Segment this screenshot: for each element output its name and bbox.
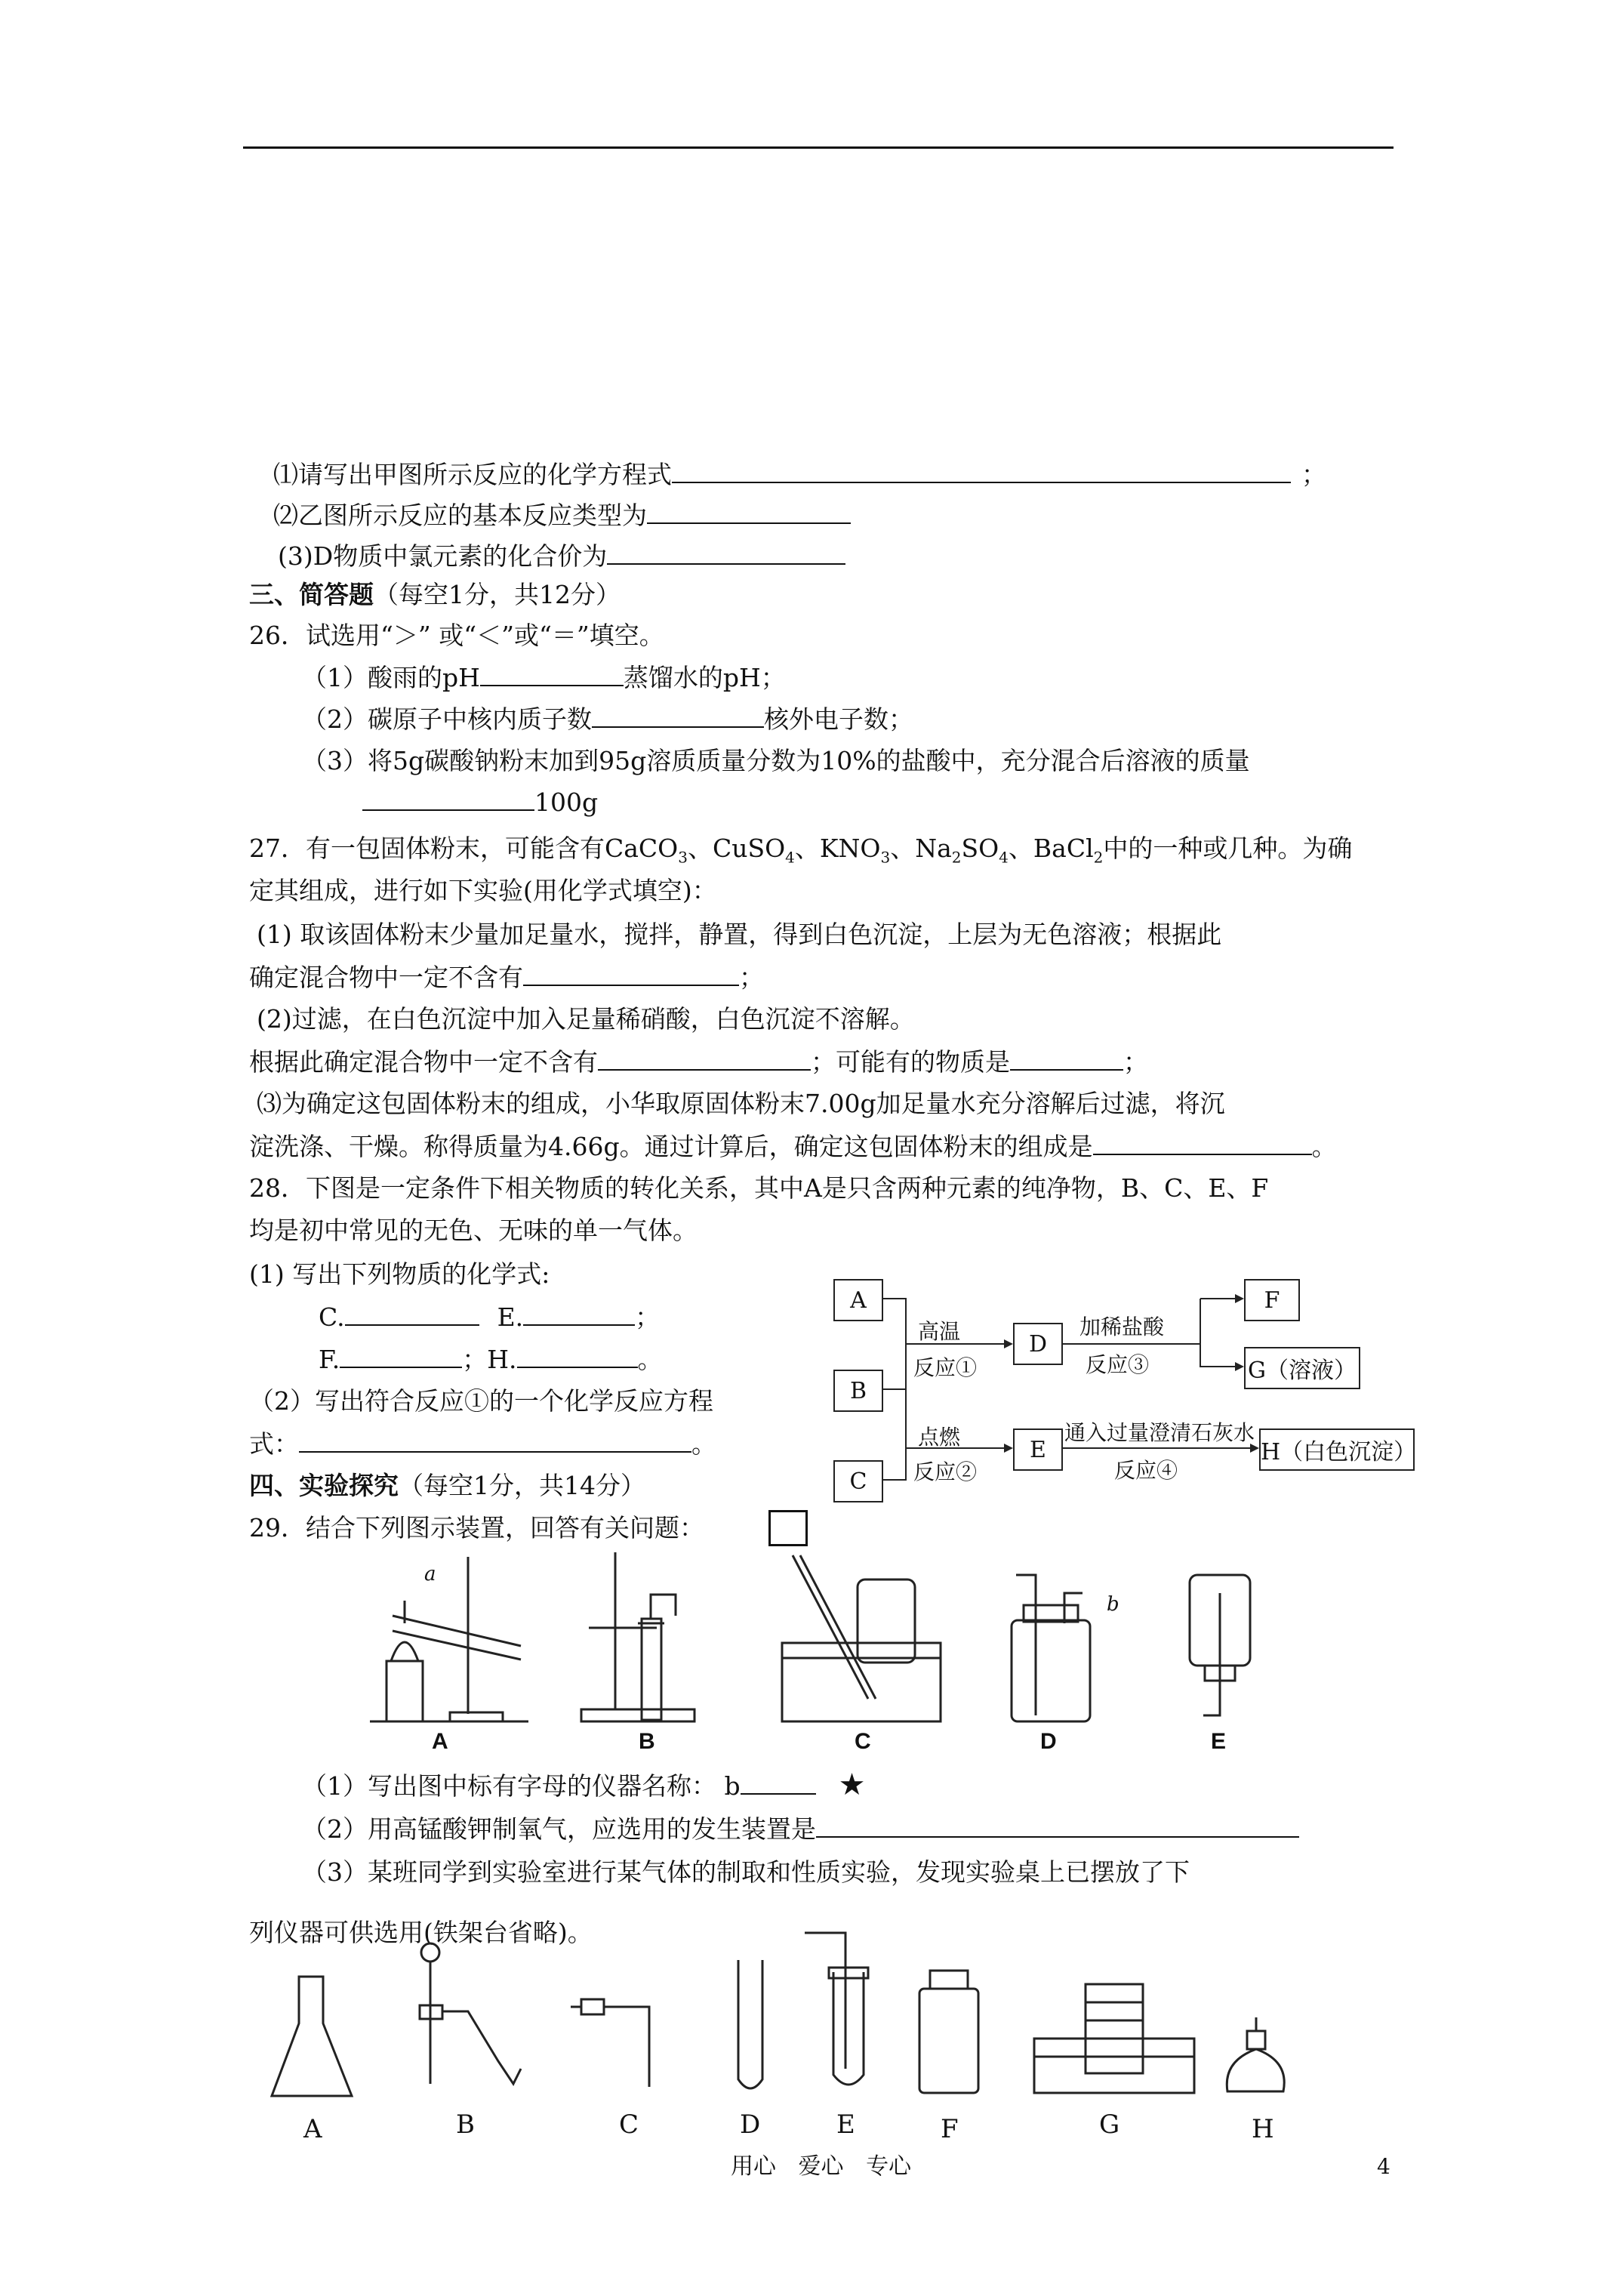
node-a: A	[833, 1279, 883, 1321]
q28-line-4: C. E. ；	[319, 1302, 661, 1332]
q28-line-1: 28．下图是一定条件下相关物质的转化关系，其中A是只含两种元素的纯净物，B、C、E、F	[249, 1173, 1269, 1203]
q27-line-1: 27．有一包固体粉末，可能含有CaCO$_3$、CuSO$_4$、$KNO_3$、$Na_2SO_4$、BaCl$_2$中的一种或几种。为确	[249, 834, 1353, 867]
app-label-a: A	[432, 1729, 448, 1754]
r1-label: 反应①	[913, 1355, 978, 1380]
r4-condition: 通入过量澄清石灰水	[1064, 1420, 1255, 1445]
q27-line-2: 定其组成，进行如下实验(用化学式填空)：	[249, 876, 717, 905]
node-c: C	[833, 1460, 883, 1502]
mark-a: a	[424, 1563, 436, 1586]
instrument-e	[805, 1933, 868, 2085]
q29-sub-3: （3）某班同学到实验室进行某气体的制取和性质实验，发现实验桌上已摆放了下	[302, 1857, 1190, 1887]
q28-line-6: （2）写出符合反应①的一个化学反应方程	[249, 1386, 713, 1416]
node-d: D	[1013, 1323, 1063, 1365]
q25-line-2: ⑵乙图所示反应的基本反应类型为	[273, 500, 851, 531]
footer-motto: 用心 爱心 专心	[731, 2153, 912, 2180]
section-4-heading: 四、实验探究（每空1分，共14分）	[249, 1471, 645, 1500]
q26-item-1: （1）酸雨的pH 蒸馏水的pH；	[302, 663, 786, 692]
q27-line-7: ⑶为确定这包固体粉末的组成，小华取原固体粉末7.00g加足量水充分溶解后过滤，将沉	[257, 1089, 1225, 1118]
q25-line-1: ⑴请写出甲图所示反应的化学方程式 ；	[273, 460, 1326, 489]
inst-label-e: E	[836, 2110, 855, 2140]
q27-line-8: 淀洗涤、干燥。称得质量为4.66g。通过计算后，确定这包固体粉末的组成是 。	[249, 1132, 1337, 1161]
instrument-d	[738, 1960, 762, 2088]
q27-line-4: 确定混合物中一定不含有 ；	[249, 963, 764, 992]
q27-line-3: (1) 取该固体粉末少量加足量水，搅拌，静置，得到白色沉淀，上层为无色溶液；根据此	[257, 920, 1222, 949]
instrument-h	[1227, 2017, 1284, 2091]
node-e: E	[1013, 1428, 1063, 1471]
inst-label-f: F	[941, 2114, 959, 2144]
app-label-b: B	[639, 1729, 655, 1754]
inst-label-a: A	[303, 2114, 322, 2144]
node-b: B	[833, 1370, 883, 1412]
inst-label-b: B	[456, 2110, 475, 2140]
q25-line-3: (3)D物质中氯元素的化合价为	[278, 541, 845, 572]
r3-condition: 加稀盐酸	[1079, 1314, 1165, 1339]
q28-line-2: 均是初中常见的无色、无味的单一气体。	[249, 1216, 698, 1245]
instrument-g	[1034, 1984, 1194, 2093]
q29-stem: 29．结合下列图示装置，回答有关问题：	[249, 1513, 704, 1542]
q26-item-3-cont: 100g	[362, 787, 598, 818]
inst-label-h: H	[1252, 2114, 1274, 2144]
q29-sub-3-cont: 列仪器可供选用(铁架台省略)。	[249, 1918, 593, 1947]
r3-label: 反应③	[1086, 1352, 1150, 1377]
mark-b: b	[1107, 1593, 1119, 1616]
q27-line-6: 根据此确定混合物中一定不含有 ；可能有的物质是 ；	[249, 1047, 1148, 1077]
q28-line-7: 式： 。	[249, 1429, 716, 1459]
node-g: G（溶液）	[1244, 1347, 1360, 1389]
r1-condition: 高温	[918, 1319, 961, 1344]
instrument-c	[571, 1999, 649, 2087]
inst-label-c: C	[619, 2110, 639, 2140]
q26-item-3: （3）将5g碳酸钠粉末加到95g溶质质量分数为10%的盐酸中，充分混合后溶液的质量	[302, 746, 1250, 775]
q26-stem: 26．试选用“＞” 或“＜”或“＝”填空。	[249, 621, 664, 650]
r2-condition: 点燃	[918, 1425, 961, 1450]
node-f: F	[1244, 1279, 1300, 1321]
node-h: H（白色沉淀）	[1259, 1428, 1415, 1471]
instrument-b	[420, 1943, 521, 2084]
inst-label-g: G	[1099, 2110, 1120, 2140]
app-label-c: C	[855, 1729, 871, 1754]
r4-label: 反应④	[1114, 1458, 1178, 1483]
instrument-f	[919, 1971, 978, 2093]
page-number: 4	[1377, 2154, 1390, 2179]
q28-line-5: F. ；H. 。	[319, 1345, 663, 1374]
app-label-d: D	[1040, 1729, 1057, 1754]
q26-item-2: （2）碳原子中核内质子数 核外电子数；	[302, 704, 913, 734]
star-icon: ★	[838, 1767, 866, 1802]
app-label-e: E	[1211, 1729, 1227, 1754]
r2-label: 反应②	[913, 1459, 978, 1484]
section-3-heading: 三、简答题（每空1分，共12分）	[249, 580, 621, 609]
inst-label-d: D	[740, 2110, 761, 2140]
q29-sub-2: （2）用高锰酸钾制氧气，应选用的发生装置是	[302, 1814, 1299, 1845]
q27-line-5: (2)过滤，在白色沉淀中加入足量稀硝酸，白色沉淀不溶解。	[257, 1004, 915, 1034]
instrument-a	[272, 1977, 352, 2096]
q29-sub-1: （1）写出图中标有字母的仪器名称： b ★	[302, 1767, 866, 1802]
q28-line-3: (1) 写出下列物质的化学式:	[249, 1259, 550, 1289]
